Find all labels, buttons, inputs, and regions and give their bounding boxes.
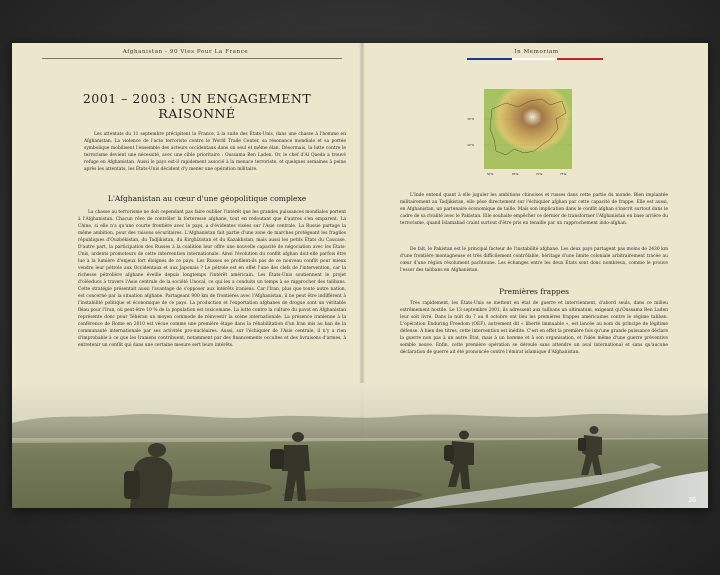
right-subheading: Premières frappes — [499, 287, 569, 296]
graticule-label: 70°E — [536, 172, 543, 176]
graticule-label: 35°N — [467, 117, 474, 121]
right-paragraph-1: L'Inde entend quant à elle juguler les ambitions chinoises et russes dans cette partie du monde. Bien implantée militairement au Tadjikistan, elle pèse directement sur l'échiquier afghan par cette capacité de frappe. Elle est aussi, en Afghanistan, un partenaire économique de taille. Mais son implication dans le conflit afghan s'inscrit surtout dans le cadre de sa rivalité avec le Pakistan. Elle souhaite empêcher ce dernier de transformer l'Afghanistan en base arrière du terrorisme, quand Islamabad craint surtout d'être pris en tenaille par un rapprochement indo-afghan. — [400, 193, 668, 226]
graticule-label: 75°E — [560, 172, 567, 176]
map-relief — [484, 89, 572, 169]
right-paragraph-3: Très rapidement, les États-Unis se mettent en état de guerre et interviennent, d'abord seuls, dans ce milieu extrêmement hostile. Le 13 septembre 2001, ils adressent aux talibans un ultimatum, exigeant qu'Oussama Ben Laden leur soit livré. Dans la nuit du 7 au 8 octobre ont lieu les premières frappes américaines contre le régime taliban. L'opération Enduring Freedom (OEF), autrement dit « liberté immuable », est lancée au nom du principe de légitime défense. À bien des titres, cette intervention est inédite. C'est en effet la première fois qu'une grande puissance déclare la guerre non pas à un autre État, mais à un homme et à son organisation, et l'idée même d'une guerre préventive semble neuve. Enfin, cette première opération se déroule sans attendre un aval international et sans qu'aucune déclaration de guerre ait été prononcée contre l'émirat islamique d'Afghanistan. — [400, 301, 668, 355]
right-paragraph-2: De fait, le Pakistan est le principal facteur de l'instabilité afghane. Les deux pays partagent pas moins de 2430 km d'une frontière montagneuse et très difficilement contrôlable, héritage d'une limite coloniale arbitrairement tracée au cœur d'une région résolument pachtoune. Les échanges entre les deux États sont donc nombreux, comme le prouve l'essor des talibans en Afghanistan. — [400, 247, 668, 273]
left-subheading: L'Afghanistan au cœur d'une géopolitique complexe — [107, 194, 307, 203]
graticule-label: 65°E — [512, 172, 519, 176]
flag-stripe-red — [557, 58, 603, 60]
page-number: 26 — [688, 497, 696, 504]
book-spread — [12, 43, 708, 508]
graticule-label: 60°E — [487, 172, 494, 176]
flag-stripe-white — [512, 58, 557, 60]
left-running-title: Afghanistan - 90 Vies Pour La France — [122, 49, 249, 55]
graticule-label: 30°N — [467, 143, 474, 147]
right-running-title: In Memoriam — [514, 49, 559, 55]
soldiers-photo — [12, 383, 708, 508]
chapter-title: 2001 – 2003 : UN ENGAGEMENT RAISONNÉ — [82, 91, 312, 121]
flag-stripe-blue — [467, 58, 512, 60]
intro-paragraph: Les attentats du 11 septembre précipitent la France, à la suite des États-Unis, dans une chasse à l'homme en Afghanistan. La violence de l'acte terroriste contre le World Trade Center, sa résonance mondiale et sa portée symbolique mobilisent l'ensemble des acteurs occidentaux dans un seul et même élan. Désormais, la lutte contre le terrorisme devient une nécessité, avec une cible prioritaire : Oussama Ben Laden. Or, le chef d'Al Qaeda a trouvé refuge en Afghanistan. Aussi le pays est-il rapidement associé à la menace terroriste, et quelques semaines à peine après les attentats, les États-Unis décident d'y mener une opération militaire. — [84, 132, 346, 172]
afghanistan-relief-map — [467, 89, 572, 177]
left-header-rule — [42, 58, 342, 59]
left-body-paragraph: La chasse au terrorisme ne doit cependant pas faire oublier l'intérêt que les grandes puissances mondiales portent à l'Afghanistan. Chacun rêve de contrôler la forteresse afghane, tout en redoutant que d'autres s'en emparent. La Chine, si elle n'a qu'une courte frontière avec le pays, a d'évidentes visées sur l'Asie centrale. La Russie partage la même ambition, pour des raisons sécuritaires. L'Afghanistan fait partie d'une zone de marches protégeant les fragiles républiques d'Ouzbékistan, du Tadjikistan, du Kirghizistan et du Kazakhstan, mais aussi les petits États du Caucase. D'autre part, la participation des Russes à la coalition leur offre une nouvelle capacité de négociation avec les États-Unis, ardents promoteurs de cette intervention internationale. Ainsi l'évolution du conflit afghan doit-elle parfois être lue à la lumière d'enjeux fort éloignés de ce pays. Les Russes se profilent-ils pas de ce nouveau conflit pour mieux vendre leur pétrole aux Occidentaux et aux Japonais ? Le pétrole est en effet l'une des clefs de l'intervention, car la richesse pétrolière afghane éveille depuis longtemps l'intérêt américain. Les États-Unis soutiennent le projet d'oléoducs à travers l'Asie centrale de la société Unocal, ce qui les a conduits un temps à se rapprocher des talibans. Cette stratégie présentait aussi l'avantage de s'opposer aux intérêts iraniens. Car l'Iran, plus que toute autre nation, est concerné par la situation afghane. Partageant 900 km de frontières avec l'Afghanistan, il ne peut être indifférent à l'instabilité politique et économique de ce pays. La production et l'exportation afghanes de drogue sont un véritable fléau pour l'Iran, où peut-être 10 % de la population est toxicomane. La lutte contre la culture du pavot en Afghanistan représente donc pour Téhéran un moyen commode de réinvestir la scène internationale. La présence iranienne à la conférence de Rome en 2010 est vécue comme une première étape dans la réhabilitation d'un Iran mis au ban de la communauté internationale par ses activités pro-nucléaires. Aussi, sur l'échiquier de l'Asie centrale, il n'y a rien d'improbable à ce que les Iraniens contribuent, notamment par des financements occultes et des livraisons d'armes, à entretenir un conflit qui dans une certaine mesure sert leurs intérêts. — [78, 210, 346, 348]
